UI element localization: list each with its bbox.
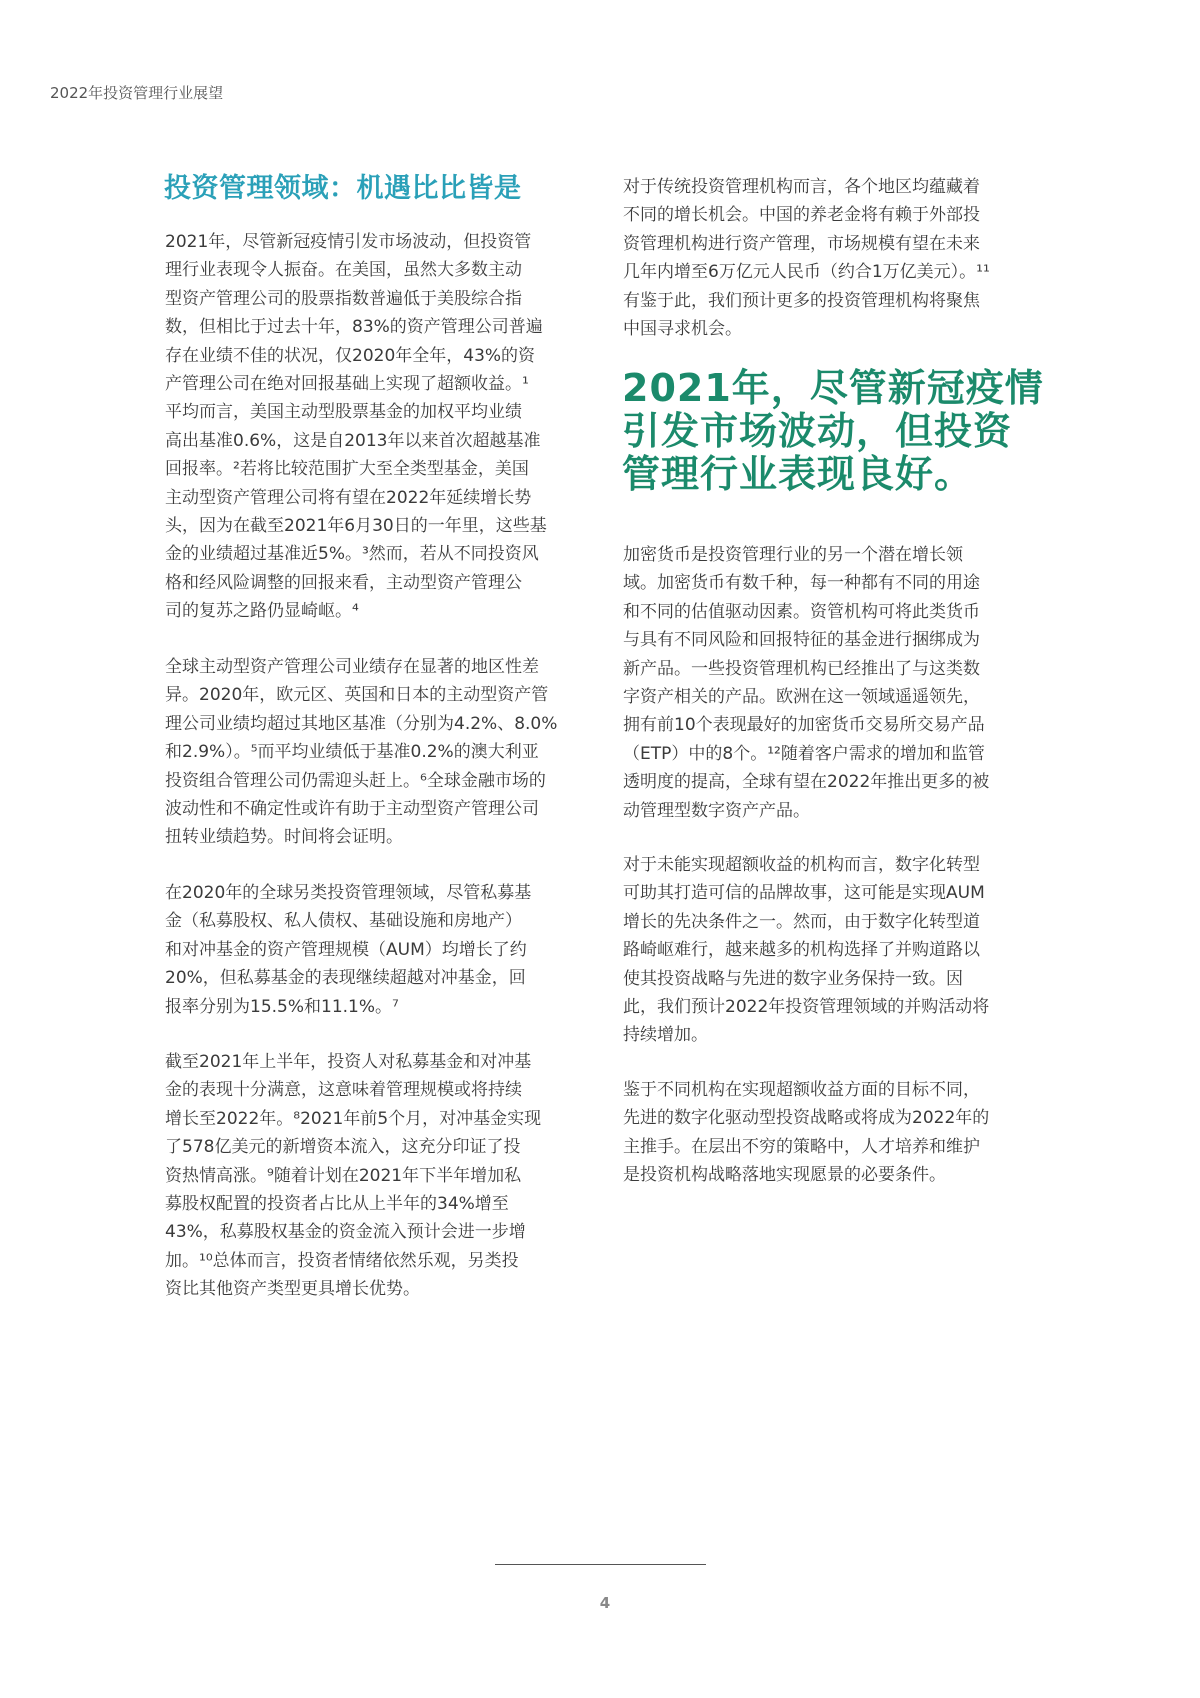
text-line: 20%，但私募基金的表现继续超越对冲基金，回 — [165, 968, 526, 989]
text-line: 2021年，尽管新冠疫情 — [622, 366, 1044, 410]
text-line: 不同的增长机会。中国的养老金将有赖于外部投 — [623, 205, 980, 226]
text-line: 金的表现十分满意，这意味着管理规模或将持续 — [165, 1080, 522, 1101]
text-line: 几年内增至6万亿元人民币（约合1万亿美元）。¹¹ — [623, 262, 990, 283]
text-line: 加密货币是投资管理行业的另一个潜在增长领 — [623, 545, 963, 565]
left-paragraph-3 — [165, 879, 595, 1021]
text-line: 透明度的提高，全球有望在2022年推出更多的被 — [623, 772, 990, 793]
text-line: 头，因为在截至2021年6月30日的一年里，这些基 — [165, 516, 547, 537]
text-line: 路崎岖难行，越来越多的机构选择了并购道路以 — [623, 940, 980, 961]
left-paragraph-4 — [165, 1048, 595, 1304]
text-line: 增长至2022年。⁸2021年前5个月，对冲基金实现 — [165, 1108, 542, 1129]
footer-divider — [495, 1564, 706, 1565]
text-line: 使其投资战略与先进的数字业务保持一致。因 — [623, 968, 963, 989]
text-line: 异。2020年，欧元区、英国和日本的主动型资产管 — [165, 685, 549, 706]
text-line: 43%，私募股权基金的资金流入预计会进一步增 — [165, 1222, 526, 1243]
text-line: 产管理公司在绝对回报基础上实现了超额收益。¹ — [165, 374, 529, 395]
text-line: 报率分别为15.5%和11.1%。⁷ — [165, 996, 399, 1017]
text-line: 主动型资产管理公司将有望在2022年延续增长势 — [165, 487, 532, 508]
text-line: 字资产相关的产品。欧洲在这一领域遥遥领先， — [623, 687, 980, 708]
text-line: 加。¹⁰总体而言，投资者情绪依然乐观，另类投 — [165, 1250, 519, 1271]
pull-quote — [622, 367, 1044, 496]
text-line: 理行业表现令人振奋。在美国，虽然大多数主动 — [165, 260, 522, 281]
text-line: 数，但相比于过去十年，83%的资产管理公司普遍 — [165, 317, 543, 338]
text-line: 在2020年的全球另类投资管理领域，尽管私募基 — [165, 883, 532, 903]
text-line: 格和经风险调整的回报来看，主动型资产管理公 — [165, 572, 522, 593]
document-header-title: 2022年投资管理行业展望 — [50, 84, 224, 102]
right-paragraph-strategy — [623, 1076, 1053, 1190]
text-line: 理公司业绩均超过其地区基准（分别为4.2%、8.0% — [165, 713, 558, 734]
left-paragraph-1 — [165, 228, 595, 626]
text-line: 波动性和不确定性或许有助于主动型资产管理公司 — [165, 799, 539, 820]
text-line: 有鉴于此，我们预计更多的投资管理机构将聚焦 — [623, 290, 980, 311]
text-line: 域。加密货币有数千种，每一种都有不同的用途 — [623, 573, 980, 594]
text-line: 对于未能实现超额收益的机构而言，数字化转型 — [623, 855, 980, 875]
text-line: 新产品。一些投资管理机构已经推出了与这类数 — [623, 658, 980, 679]
text-line: 资比其他资产类型更具增长优势。 — [165, 1279, 420, 1300]
text-line: 2021年，尽管新冠疫情引发市场波动，但投资管 — [165, 232, 532, 252]
text-line: 了578亿美元的新增资本流入，这充分印证了投 — [165, 1137, 521, 1158]
text-line: 型资产管理公司的股票指数普遍低于美股综合指 — [165, 288, 522, 309]
page-number: 4 — [599, 1594, 611, 1612]
text-line: 中国寻求机会。 — [623, 319, 742, 340]
text-line: 和对冲基金的资产管理规模（AUM）均增长了约 — [165, 939, 527, 960]
right-paragraph-crypto — [623, 541, 1053, 825]
text-line: 平均而言，美国主动型股票基金的加权平均业绩 — [165, 402, 522, 423]
text-line: 对于传统投资管理机构而言，各个地区均蕴藏着 — [623, 177, 980, 197]
text-line: 资热情高涨。⁹随着计划在2021年下半年增加私 — [165, 1165, 522, 1186]
text-line: 拥有前10个表现最好的加密货币交易所交易产品 — [623, 715, 985, 736]
text-line: 引发市场波动，但投资 — [622, 409, 1013, 453]
text-line: 高出基准0.6%，这是自2013年以来首次超越基准 — [165, 430, 541, 451]
text-line: 持续增加。 — [623, 1025, 708, 1046]
text-line: （ETP）中的8个。¹²随着客户需求的增加和监管 — [623, 743, 985, 764]
text-line: 先进的数字化驱动型投资战略或将成为2022年的 — [623, 1108, 990, 1129]
text-line: 主推手。在层出不穷的策略中，人才培养和维护 — [623, 1136, 980, 1157]
text-line: 募股权配置的投资者占比从上半年的34%增至 — [165, 1194, 509, 1215]
text-line: 金的业绩超过基准近5%。³然而，若从不同投资风 — [165, 544, 539, 565]
text-line: 鉴于不同机构在实现超额收益方面的目标不同， — [623, 1080, 980, 1100]
text-line: 和不同的估值驱动因素。资管机构可将此类货币 — [623, 601, 980, 622]
text-line: 金（私募股权、私人债权、基础设施和房地产） — [165, 911, 522, 932]
text-line: 可助其打造可信的品牌故事，这可能是实现AUM — [623, 883, 985, 904]
section-title: 投资管理领域：机遇比比皆是 — [164, 173, 522, 204]
right-intro-paragraph — [623, 173, 1053, 343]
left-paragraph-2 — [165, 653, 595, 852]
text-line: 此，我们预计2022年投资管理领域的并购活动将 — [623, 997, 990, 1018]
text-line: 扭转业绩趋势。时间将会证明。 — [165, 827, 403, 848]
text-line: 回报率。²若将比较范围扩大至全类型基金，美国 — [165, 459, 529, 480]
text-line: 存在业绩不佳的状况，仅2020年全年，43%的资 — [165, 345, 536, 366]
text-line: 管理行业表现良好。 — [622, 452, 974, 496]
text-line: 动管理型数字资产产品。 — [623, 800, 810, 821]
text-line: 与具有不同风险和回报特征的基金进行捆绑成为 — [623, 630, 980, 651]
text-line: 资管理机构进行资产管理，市场规模有望在未来 — [623, 233, 980, 254]
text-line: 截至2021年上半年，投资人对私募基金和对冲基 — [165, 1052, 532, 1072]
text-line: 全球主动型资产管理公司业绩存在显著的地区性差 — [165, 657, 539, 677]
text-line: 和2.9%）。⁵而平均业绩低于基准0.2%的澳大利亚 — [165, 742, 539, 763]
text-line: 是投资机构战略落地实现愿景的必要条件。 — [623, 1165, 946, 1186]
right-paragraph-digital — [623, 851, 1053, 1050]
text-line: 投资组合管理公司仍需迎头赶上。⁶全球金融市场的 — [165, 770, 546, 791]
text-line: 司的复苏之路仍显崎岖。⁴ — [165, 601, 359, 622]
text-line: 增长的先决条件之一。然而，由于数字化转型道 — [623, 911, 980, 932]
